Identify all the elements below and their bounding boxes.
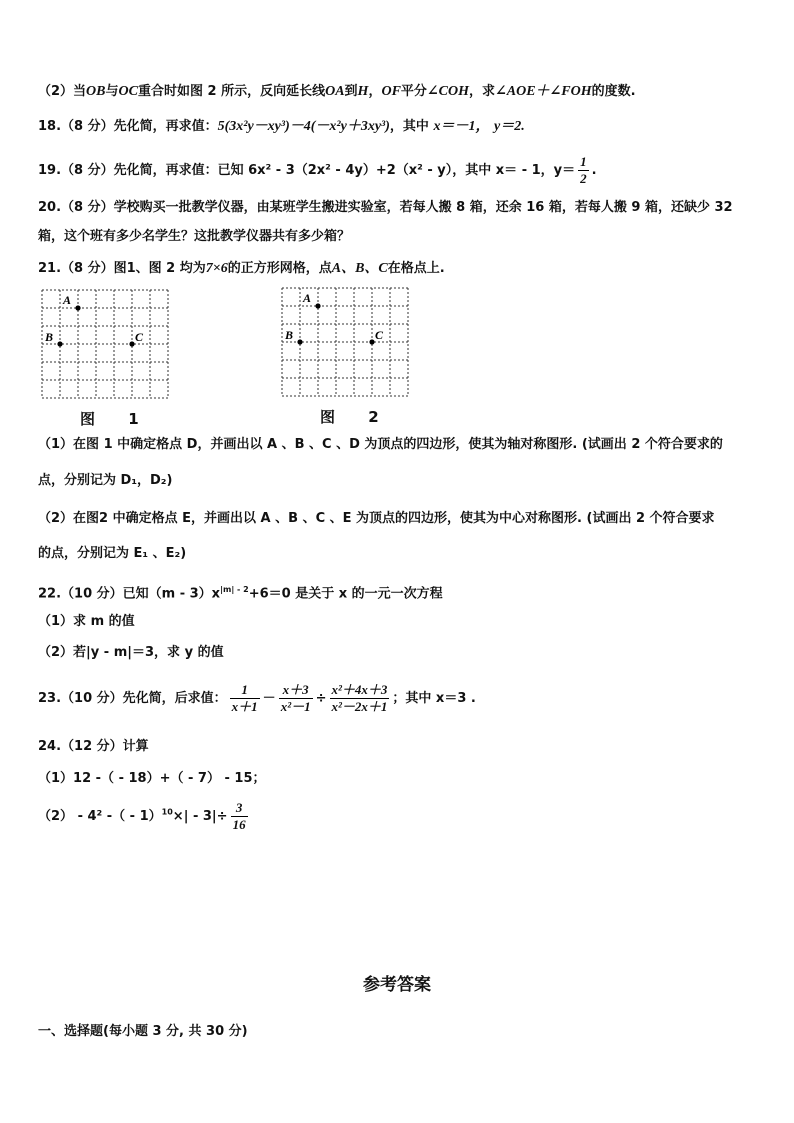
label-C: C (135, 330, 144, 344)
question-18: 18.（8 分）先化简，再求值：5(3x²y－xy³)－4(－x²y＋3xy³)，其中 x＝－1， y＝2. (38, 119, 525, 134)
point-C-dot (369, 339, 374, 344)
label-B: B (45, 330, 54, 344)
question-22-part1: （1）求 m 的值 (38, 614, 135, 629)
question-24-part2: （2） - 4² -（ - 1）$^{10}$×| - 3|÷ $\frac{3}{16}$ (38, 800, 246, 832)
q23-fraction-1: $\frac{1}{x+1}$ (231, 682, 258, 714)
question-21-part2-line2: 的点，分别记为 E₁ 、E₂) (38, 546, 187, 561)
q23-fraction-2: $\frac{x+3}{\text{x²－1}}$ (280, 682, 311, 714)
point-B-dot (57, 341, 62, 346)
q24-fraction: $\frac{3}{16}$ (232, 800, 246, 832)
point-A-dot (75, 305, 80, 310)
question-24: 24.（12 分）计算 (38, 739, 149, 754)
question-24-part1: （1）12 -（ - 18）+（ - 7） - 15； (38, 771, 266, 786)
point-C-dot (129, 341, 134, 346)
label-A: A (303, 291, 312, 305)
label-C: C (375, 328, 384, 342)
point-A-dot (315, 303, 320, 308)
question-21: 21.（8 分）图1、图 2 均为7×6的正方形网格，点A、B、C在格点上. (38, 261, 445, 276)
figure-2-caption: 图 2 (320, 408, 393, 426)
question-22: 22.（10 分）已知$(m - 3)x^{|m| - 2}+6=0$ 是关于 x 的一元一次方程 (38, 585, 443, 602)
question-21-part1-line2: 点，分别记为 D₁，D₂) (38, 473, 173, 488)
grid-figure-1 (40, 288, 172, 400)
label-B: B (285, 328, 294, 342)
grid-figure-2 (280, 286, 412, 398)
question-20-line1: 20.（8 分）学校购买一批教学仪器，由某班学生搬进实验室，若每人搬 8 箱，还余 16 箱，若每人搬 9 箱，还缺少 32 (38, 200, 733, 215)
q19-fraction: $\frac{1}{2}$ (580, 154, 587, 186)
q17-part2: （2）当OB与OC重合时如图 2 所示，反向延长线OA到H，OF平分∠COH，求∠AOE＋∠FOH的度数. (38, 84, 636, 99)
label-A: A (63, 293, 72, 307)
question-21-part2-line1: （2）在图2 中确定格点 E，并画出以 A 、B 、C 、E 为顶点的四边形，使其为中心对称图形. (试画出 2 个符合要求 (38, 511, 715, 526)
question-22-part2: （2）若|y - m|＝3，求 y 的值 (38, 645, 224, 660)
q23-fraction-3: $\frac{\text{x²＋4x＋3}}{\text{x²－2x＋1}}$ (331, 682, 388, 714)
question-23: 23.（10 分）先化简，后求值： $\frac{1}{x+1}$ － $\frac{x+3}{\text{x²－1}}$ ÷ $\frac{\text{x²＋4x＋3}}{\text{x²－2x＋1}}$ ；其中 x＝3 . (38, 682, 476, 714)
question-21-part1-line1: （1）在图 1 中确定格点 D，并画出以 A 、B 、C 、D 为顶点的四边形，使其为轴对称图形. (试画出 2 个符合要求的 (38, 437, 723, 452)
question-20-line2: 箱，这个班有多少名学生？这批教学仪器共有多少箱？ (38, 229, 351, 244)
answers-heading: 参考答案 (363, 975, 431, 995)
question-19: 19.（8 分）先化简，再求值：已知 6x² - 3（2x² - 4y）+2（x² - y），其中 x＝ - 1，y＝ $\frac{1}{2}$ . (38, 154, 597, 186)
point-B-dot (297, 339, 302, 344)
answers-section-1: 一、选择题(每小题 3 分, 共 30 分) (38, 1024, 248, 1039)
figure-1-caption: 图 1 (80, 410, 153, 428)
